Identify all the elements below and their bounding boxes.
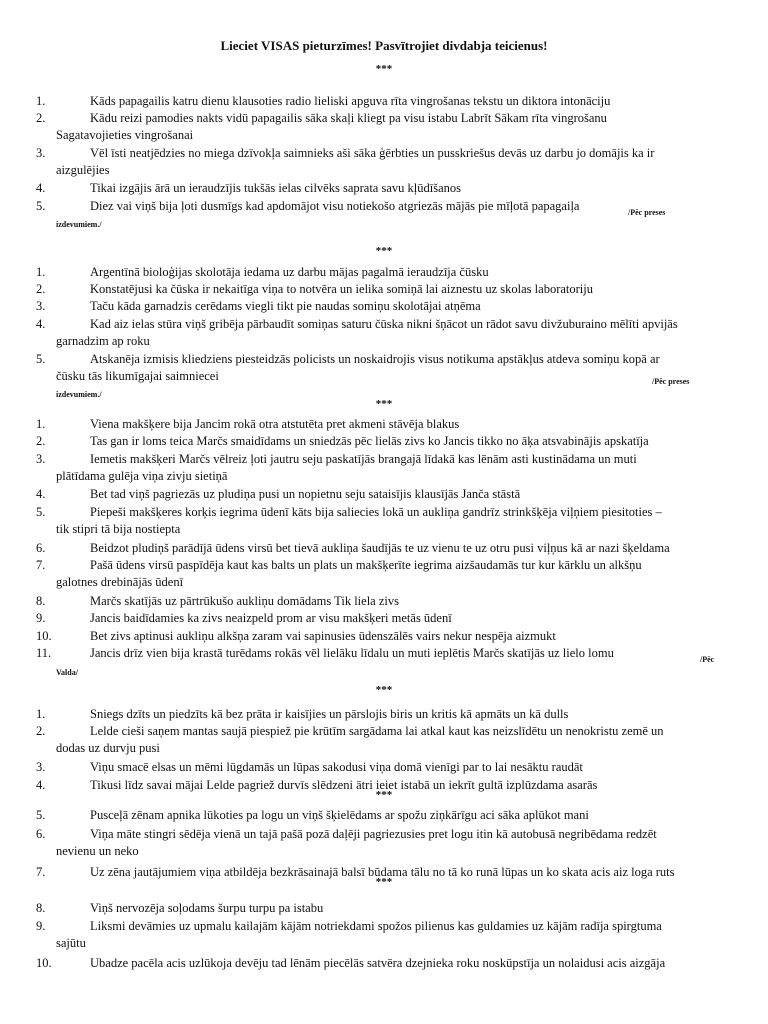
item-number: 3. [36, 146, 46, 160]
source-citation: /Pēc preses [628, 208, 666, 217]
item-number: 2. [36, 434, 46, 448]
source-citation: /Pēc preses [652, 377, 690, 386]
sentence-text-continued: sajūtu [56, 936, 86, 950]
source-citation-continued: izdevumiem./ [56, 390, 102, 399]
item-number: 7. [36, 865, 46, 879]
section-separator: *** [375, 876, 393, 888]
sentence-text: Atskanēja izmisis kliedziens piesteidzās policists un noskaidrojis visus notikuma apstākļus atdeva somiņu kopā ar [90, 352, 660, 366]
sentence-text: Kādu reizi pamodies nakts vidū papagailis sāka skaļi kliegt pa visu istabu Labrīt Sākam rīta vingrošanu [90, 111, 607, 125]
sentence-text: Marčs skatījās uz pārtrūkušo aukliņu domādams Tik liela zivs [90, 594, 399, 608]
sentence-text-continued: garnadzim ap roku [56, 334, 150, 348]
item-number: 7. [36, 558, 46, 572]
sentence-text: Kad aiz ielas stūra viņš gribēja pārbaudīt somiņas saturu čūska nikni šņācot un rādot savu divžuburaino mēlīti apvijās [90, 317, 678, 331]
sentence-text: Argentīnā bioloģijas skolotāja iedama uz darbu mājas pagalmā ieraudzīja čūsku [90, 265, 489, 279]
sentence-text: Pašā ūdens virsū paspīdēja kaut kas balts un plats un makšķerīte iegrima aizšaudamās tur kur kārklu un alkšņu [90, 558, 642, 572]
sentence-text: Konstatējusi ka čūska ir nekaitīga viņa to notvēra un ielika somiņā lai aiznestu uz skolas laboratoriju [90, 282, 593, 296]
source-citation: /Pēc [700, 655, 715, 664]
sentence-text: Bet zivs aptinusi aukliņu alkšņa zaram vai sapinusies ūdenszālēs vairs nekur nespēja aizmukt [90, 629, 556, 643]
item-number: 1. [36, 265, 46, 279]
item-number: 1. [36, 707, 46, 721]
section-separator: *** [375, 63, 393, 75]
item-number: 1. [36, 417, 46, 431]
sentence-text: Kāds papagailis katru dienu klausoties radio lieliski apguva rīta vingrošanas tekstu un diktora intonāciju [90, 94, 611, 108]
sentence-text: Uz zēna jautājumiem viņa atbildēja bezkrāsainajā balsī būdama tālu no tā ko runā lūpas un ko skata acis aiz loga ruts [90, 865, 675, 879]
sentence-text: Tikusi līdz savai mājai Lelde pagriež durvīs slēdzeni ātri ieiet istabā un iekrīt gultā izplūzdama asarās [90, 778, 598, 792]
sentence-text: Iemetis makšķeri Marčs vēlreiz ļoti jautru seju paskatījās brangajā līdakā kas lēnām asti kustinādama un muti [90, 452, 637, 466]
sentence-text: Liksmi devāmies uz upmalu kailajām kājām notriekdami spožos pilienus kas guldamies uz kājām radīja spirgtuma [90, 919, 662, 933]
item-number: 2. [36, 282, 46, 296]
sentence-text: Jancis drīz vien bija krastā turēdams rokās vēl lielāku līdalu un muti ieplētis Marčs skatījās uz lielo lomu [90, 646, 614, 660]
item-number: 4. [36, 487, 46, 501]
item-number: 5. [36, 808, 46, 822]
sentence-text-continued: tik stipri tā bija nostiepta [56, 522, 181, 536]
sentence-text: Beidzot pludiņš parādījā ūdens virsū bet tievā aukliņa šaudījās te uz vienu te uz otru pusi viļņus kā ar nazi šķeldama [90, 541, 670, 555]
item-number: 10. [36, 629, 52, 643]
sentence-text: Bet tad viņš pagriezās uz pludiņa pusi un nopietnu seju sataisījis klausījās Janča stāstā [90, 487, 521, 501]
sentence-text: Diez vai viņš bija ļoti dusmīgs kad apdomājot visu notiekošo atgriezās mājās pie mīļotā papagaiļa [90, 199, 580, 213]
item-number: 9. [36, 611, 46, 625]
sentence-text-continued: galotnes drebinājās ūdenī [56, 575, 184, 589]
item-number: 8. [36, 594, 46, 608]
item-number: 3. [36, 299, 46, 313]
source-citation-continued: izdevumiem./ [56, 220, 102, 229]
item-number: 2. [36, 111, 46, 125]
sentence-text: Pusceļā zēnam apnika lūkoties pa logu un viņš šķielēdams ar spožu ziņkārīgu aci sāka aplūkot mani [90, 808, 589, 822]
section-separator: *** [375, 789, 393, 801]
sentence-text-continued: čūsku tās likumīgajai saimniecei [56, 369, 219, 383]
item-number: 3. [36, 452, 46, 466]
section-separator: *** [375, 398, 393, 410]
item-number: 5. [36, 352, 46, 366]
item-number: 4. [36, 317, 46, 331]
sentence-text: Piepeši makšķeres korķis iegrima ūdenī kāts bija saliecies lokā un aukliņa gandrīz strinkšķēja viļņiem piesitoties – [90, 505, 662, 519]
sentence-text-continued: aizgulējies [56, 163, 110, 177]
sentence-text-continued: dodas uz durvju pusi [56, 741, 160, 755]
sentence-text: Viņu smacē elsas un mēmi lūgdamās un lūpas sakodusi viņa domā vienīgi par to lai nesāktu raudāt [90, 760, 583, 774]
sentence-text-continued: nevienu un neko [56, 844, 139, 858]
item-number: 4. [36, 181, 46, 195]
sentence-text-continued: plātīdama gulēja viņa zivju sietiņā [56, 469, 228, 483]
page-title: Lieciet VISAS pieturzīmes! Pasvītrojiet divdabja teicienus! [220, 38, 548, 53]
item-number: 5. [36, 505, 46, 519]
item-number: 10. [36, 956, 52, 970]
sentence-text: Tas gan ir loms teica Marčs smaidīdams un sniedzās pēc lielās zivs ko Jancis tikko no āķa atsvabinājis apskatīja [90, 434, 649, 448]
item-number: 8. [36, 901, 46, 915]
sentence-text: Viņa māte stingri sēdēja vienā un tajā pašā pozā daļēji pagriezusies pret logu itin kā autobusā negribēdama redzēt [90, 827, 657, 841]
sentence-text: Lelde cieši saņem mantas saujā piespiež pie krūtīm sargādama lai atkal kaut kas neizslīdētu un nenokristu zemē un [90, 724, 664, 738]
sentence-text-continued: Sagatavojieties vingrošanai [56, 128, 194, 142]
item-number: 2. [36, 724, 46, 738]
sentence-text: Viņš nervozēja soļodams šurpu turpu pa istabu [90, 901, 324, 915]
item-number: 9. [36, 919, 46, 933]
item-number: 5. [36, 199, 46, 213]
item-number: 3. [36, 760, 46, 774]
item-number: 4. [36, 778, 46, 792]
sentence-text: Sniegs dzīts un piedzīts kā bez prāta ir kaisījies un pārslojis biris un kritis kā apmāts un kā dulls [90, 707, 569, 721]
item-number: 6. [36, 827, 46, 841]
item-number: 11. [36, 646, 52, 660]
sentence-text: Taču kāda garnadzis cerēdams viegli tikt pie naudas somiņu skolotājai atņēma [90, 299, 481, 313]
sentence-text: Viena makšķere bija Jancim rokā otra atstutēta pret akmeni stāvēja blakus [90, 417, 460, 431]
sentence-text: Tikai izgājis ārā un ieraudzījis tukšās ielas cilvēks saprata savu kļūdīšanos [90, 181, 461, 195]
sentence-text: Jancis baidīdamies ka zivs neaizpeld prom ar visu makšķeri metās ūdenī [90, 611, 452, 625]
sentence-text: Ubadze pacēla acis uzlūkoja devēju tad lēnām piecēlās satvēra dzejnieka roku noskūpstīja un nolaidusi acis aizgāja [90, 956, 666, 970]
item-number: 1. [36, 94, 46, 108]
sentence-text: Vēl īsti neatjēdzies no miega dzīvokļa saimnieks aši sāka ģērbties un pusskriešus devās uz darbu jo domājis ka ir [90, 146, 655, 160]
item-number: 6. [36, 541, 46, 555]
section-separator: *** [375, 684, 393, 696]
section-separator: *** [375, 245, 393, 257]
source-citation-continued: Valda/ [56, 668, 78, 677]
